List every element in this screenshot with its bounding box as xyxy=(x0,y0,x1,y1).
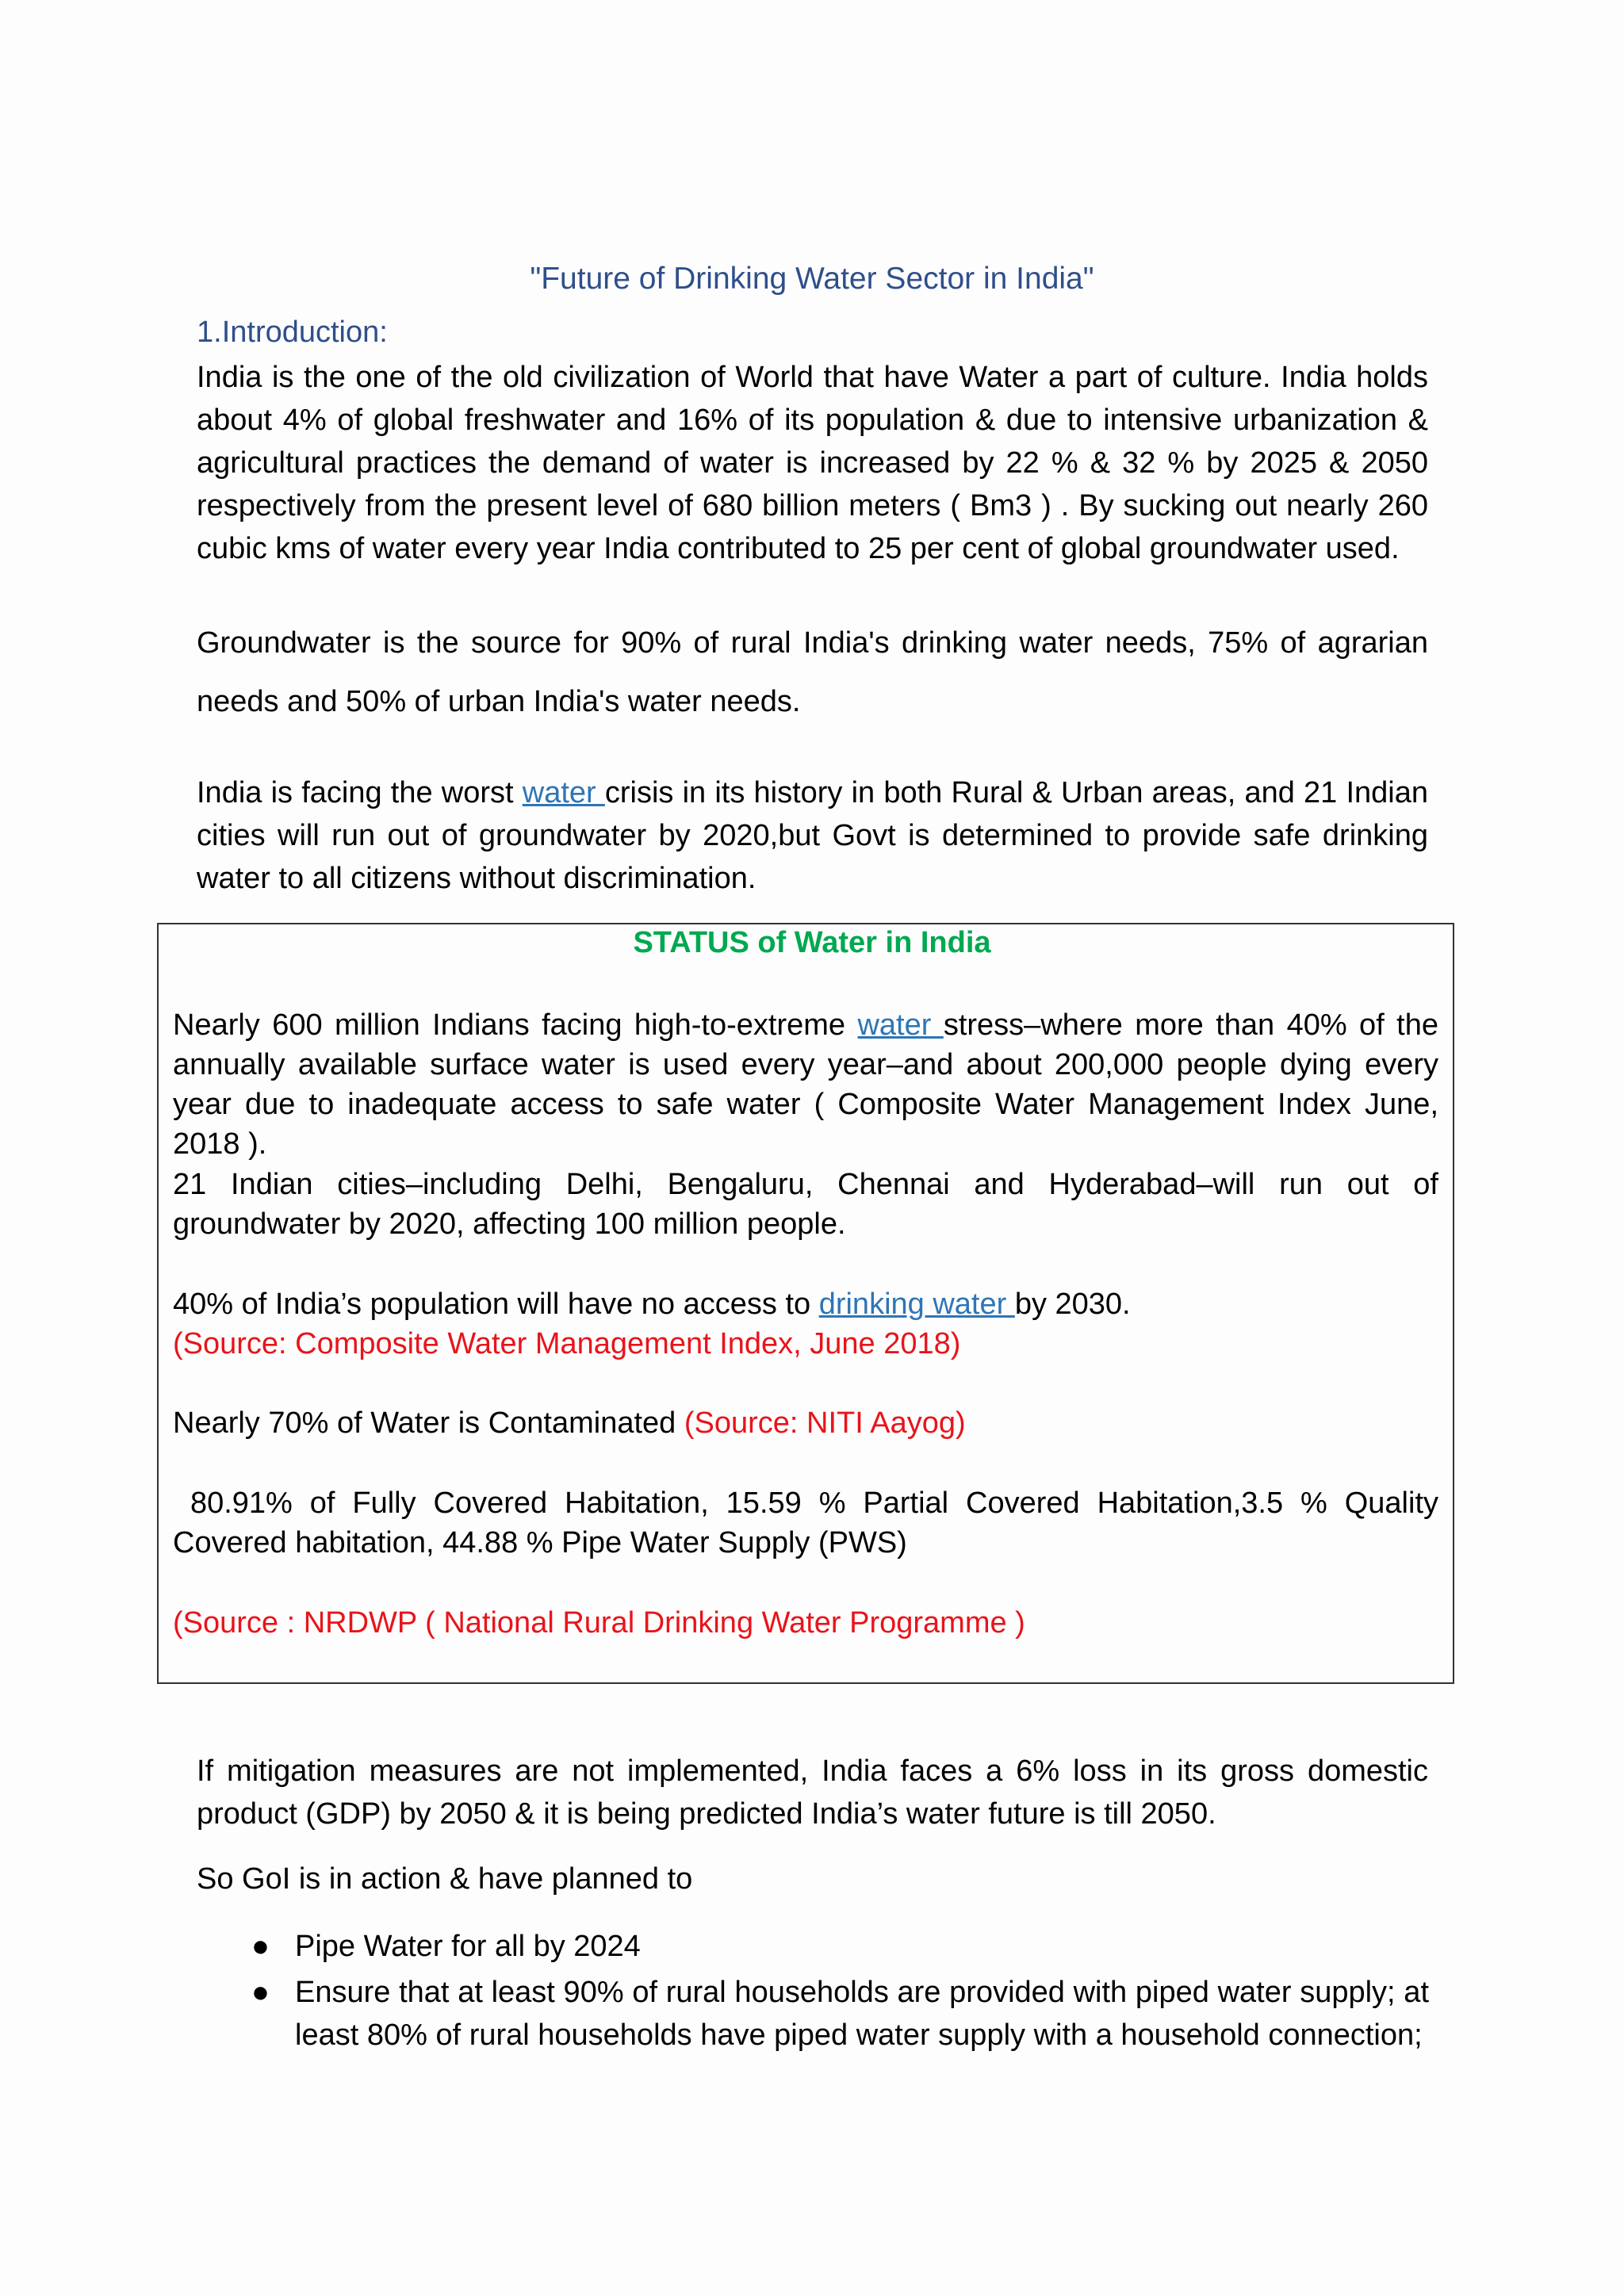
status-contamination-paragraph xyxy=(173,1403,1438,1443)
status-nrdwp-source-note: (Source : NRDWP ( National Rural Drinking Water Programme ) xyxy=(173,1606,1025,1640)
list-item xyxy=(251,1971,1429,2057)
list-item xyxy=(251,1925,1429,1968)
gdp-loss-paragraph: If mitigation measures are not implemented, India faces a 6% loss in its gross domestic product (GDP) by 2050 & it is being predicted India’s water future is till 2050. xyxy=(197,1755,1428,1831)
plan-intro: So GoI is in action & have planned to xyxy=(197,1862,693,1896)
stress-text-after-link: stress–where more than 40% of the annually available surface water is used every year–and about 200,000 people dying every year due to inadequate access to safe water ( Composite Water Management Index June, 2018 ). xyxy=(173,1008,1438,1161)
access-text-before-link: 40% of India’s population will have no access to xyxy=(173,1288,819,1321)
access-text-after-link: by 2030. xyxy=(1014,1288,1131,1321)
bullet-icon: ● xyxy=(251,1930,270,1963)
list-item-text: Ensure that at least 90% of rural households are provided with piped water supply; at least 80% of rural households have piped water supply with a household connection; xyxy=(295,1976,1429,2052)
list-item-text: Pipe Water for all by 2024 xyxy=(295,1930,641,1963)
document-title: "Future of Drinking Water Sector in India" xyxy=(530,262,1094,296)
intro-paragraph: India is the one of the old civilization of World that have Water a part of culture. India holds about 4% of global freshwater and 16% of its population & due to intensive urbanization & agricultural practices the demand of water is increased by 22 % & 32 % by 2025 & 2050 respectively from the present level of 680 billion meters ( Bm3 ) . By sucking out nearly 260 cubic kms of water every year India contributed to 25 per cent of global groundwater used. xyxy=(197,361,1428,565)
access-source-note: (Source: Composite Water Management Index, June 2018) xyxy=(173,1327,961,1360)
groundwater-paragraph: Groundwater is the source for 90% of rural India's drinking water needs, 75% of agrarian needs and 50% of urban India's water needs. xyxy=(197,626,1428,718)
plan-bullet-list xyxy=(251,1925,1429,2060)
water-link[interactable]: water xyxy=(522,776,605,809)
drinking-water-link[interactable]: drinking water xyxy=(818,1288,1015,1321)
crisis-text-after-link: crisis in its history in both Rural & Urban areas, and 21 Indian cities will run out of groundwater by 2020,but Govt is determined to provide safe drinking water to all citizens without discrimination. xyxy=(197,776,1429,895)
status-habitation-paragraph: 80.91% of Fully Covered Habitation, 15.59 % Partial Covered Habitation,3.5 % Quality Covered habitation, 44.88 % Pipe Water Supply (PWS) xyxy=(173,1487,1447,1559)
status-water-link[interactable]: water xyxy=(857,1008,944,1042)
crisis-text-before-link: India is facing the worst xyxy=(197,776,523,809)
contamination-source-note: (Source: NITI Aayog) xyxy=(684,1406,966,1440)
status-access-paragraph xyxy=(173,1284,1438,1364)
introduction-heading: 1.Introduction: xyxy=(197,316,388,349)
status-cities-paragraph: 21 Indian cities–including Delhi, Bengaluru, Chennai and Hyderabad–will run out of groundwater by 2020, affecting 100 million people. xyxy=(173,1168,1438,1241)
stress-text-before-link: Nearly 600 million Indians facing high-to-extreme xyxy=(173,1008,858,1042)
status-box-title: STATUS of Water in India xyxy=(633,926,991,959)
water-crisis-paragraph xyxy=(197,771,1428,900)
bullet-icon: ● xyxy=(251,1976,270,2009)
contamination-text: Nearly 70% of Water is Contaminated xyxy=(173,1406,684,1440)
status-stress-paragraph xyxy=(173,1005,1438,1164)
